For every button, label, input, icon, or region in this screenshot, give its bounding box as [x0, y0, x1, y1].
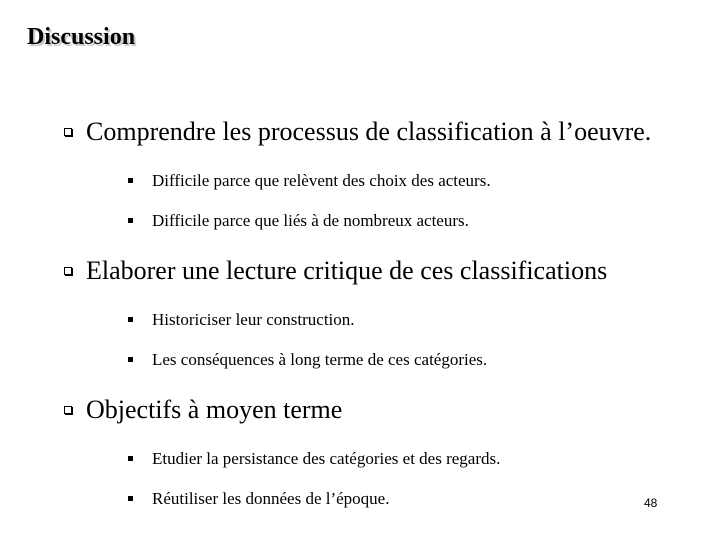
page-number: 48 [644, 496, 658, 510]
filled-square-bullet-icon [128, 456, 133, 461]
sub-bullet-text: Etudier la persistance des catégories et des regards. [152, 449, 501, 468]
bullet-text: Comprendre les processus de classification à l’oeuvre. [86, 117, 652, 146]
filled-square-bullet-icon [128, 357, 133, 362]
sub-bullet-text: Réutiliser les données de l’époque. [152, 489, 390, 508]
bullet-text: Objectifs à moyen terme [86, 395, 343, 424]
sub-bullet-text: Difficile parce que relèvent des choix des acteurs. [152, 171, 491, 190]
sub-bullet-text: Historiciser leur construction. [152, 310, 355, 329]
filled-square-bullet-icon [128, 178, 133, 183]
hollow-square-bullet-icon [64, 406, 72, 414]
filled-square-bullet-icon [128, 496, 133, 501]
sub-bullet-text: Les conséquences à long terme de ces catégories. [152, 350, 488, 369]
sub-bullet-text: Difficile parce que liés à de nombreux acteurs. [152, 211, 469, 230]
slide-title: Discussion [27, 24, 136, 50]
filled-square-bullet-icon [128, 317, 133, 322]
hollow-square-bullet-icon [64, 128, 72, 136]
bullet-text: Elaborer une lecture critique de ces classifications [86, 256, 608, 285]
filled-square-bullet-icon [128, 218, 133, 223]
hollow-square-bullet-icon [64, 267, 72, 275]
